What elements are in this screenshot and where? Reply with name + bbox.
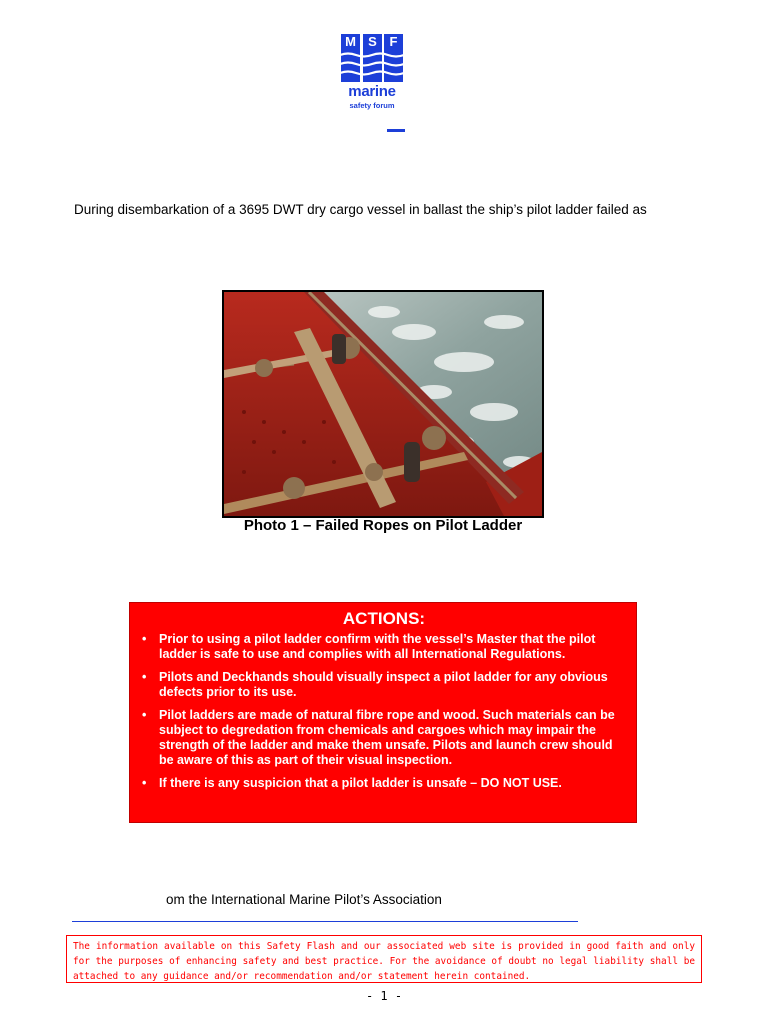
logo-subtitle: safety forum: [349, 101, 395, 110]
logo-wordmark: marine: [348, 83, 396, 100]
divider: [72, 921, 578, 922]
logo-letter-s: S: [368, 34, 377, 49]
logo-wave-icon: [340, 70, 404, 76]
list-item: [138, 670, 630, 700]
bullet-icon: •: [142, 708, 147, 722]
intro-paragraph: During disembarkation of a 3695 DWT dry cargo vessel in ballast the ship’s pilot ladder failed as: [74, 202, 647, 217]
bullet-icon: •: [142, 670, 147, 684]
logo-letter-f: F: [389, 34, 398, 49]
photo-caption: Photo 1 – Failed Ropes on Pilot Ladder: [243, 517, 523, 534]
action-text: Prior to using a pilot ladder confirm with the vessel’s Master that the pilot ladder is safe to use and complies with all International Regulations.: [159, 632, 596, 661]
action-text: Pilot ladders are made of natural fibre rope and wood. Such materials can be subject to degredation from chemicals and cargoes which may impair the strength of the ladder and make them unsafe. Pilots and launch crew should be aware of this as part of their visual inspection.: [159, 708, 615, 767]
photo-illustration: [224, 292, 542, 516]
msf-logo: [339, 34, 405, 114]
list-item: [138, 776, 630, 791]
pilot-ladder-photo: [222, 290, 544, 518]
logo-underline: [387, 129, 405, 132]
credit-text: om the International Marine Pilot’s Association: [166, 892, 442, 907]
list-item: [138, 632, 630, 662]
disclaimer-box: The information available on this Safety Flash and our associated web site is provided in good faith and only for the purposes of enhancing safety and best practice. For the avoidance of doubt no legal liability shall be attached to any guidance and/or recommendation and/or statement herein contained.: [66, 935, 702, 983]
bullet-icon: •: [142, 632, 147, 646]
list-item: [138, 708, 630, 768]
action-text: Pilots and Deckhands should visually inspect a pilot ladder for any obvious defects prior to its use.: [159, 670, 608, 699]
action-text: If there is any suspicion that a pilot ladder is unsafe – DO NOT USE.: [159, 776, 562, 790]
actions-box: [129, 602, 637, 823]
actions-list: [138, 632, 630, 799]
page-number: - 1 -: [365, 989, 403, 1003]
logo-wave-icon: [340, 61, 404, 67]
logo-wave-icon: [340, 52, 404, 58]
logo-letter-blocks: [339, 34, 405, 84]
logo-letter-m: M: [345, 34, 356, 49]
actions-title: ACTIONS:: [342, 609, 426, 628]
bullet-icon: •: [142, 776, 147, 790]
